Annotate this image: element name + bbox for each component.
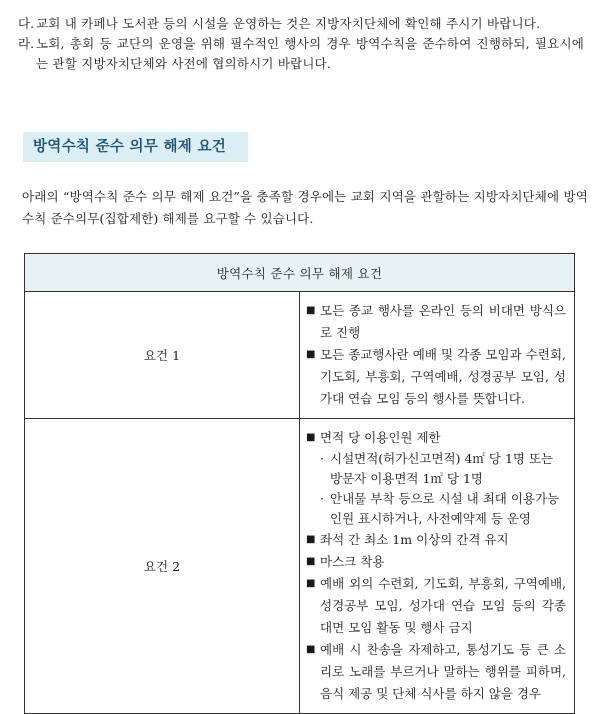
square-bullet-icon: ■ <box>306 305 316 316</box>
bullet-item <box>306 344 566 410</box>
bullet-item <box>306 551 566 573</box>
bullet-text: 모든 종교 행사를 온라인 등의 비대면 방식으로 진행 <box>320 303 566 340</box>
table-row <box>25 292 575 419</box>
bullet-text: 예배 시 찬송을 자제하고, 통성기도 등 큰 소리로 노래를 부르거나 말하는 행위를 피하며, 음식 제공 및 단체 식사를 하지 않을 경우 <box>320 642 566 701</box>
bullet-text: 좌석 간 최소 1m 이상의 간격 유지 <box>320 532 509 547</box>
intro-text: 교회 내 카페나 도서관 등의 시설을 운영하는 것은 지방자치단체에 확인해 주시기 바랍니다. <box>36 16 541 31</box>
square-bullet-icon: ■ <box>306 349 316 360</box>
sub-text: 안내물 부착 등으로 시설 내 최대 이용가능인원 표시하거나, 사전예약제 등 운영 <box>330 491 560 526</box>
dot-bullet-icon: · <box>320 491 324 506</box>
square-bullet-icon: ■ <box>306 432 316 443</box>
bullet-item <box>306 529 566 551</box>
intro-list <box>18 14 584 74</box>
table-row <box>25 419 575 714</box>
intro-mark: 다. <box>18 16 35 31</box>
sub-item <box>306 449 566 489</box>
bullet-item <box>306 300 566 344</box>
intro-text: 노회, 총회 등 교단의 운영을 위해 필수적인 행사의 경우 방역수칙을 준수하여 진행하되, 필요시에는 관할 지방자치단체와 사전에 협의하시기 바랍니다. <box>36 36 584 71</box>
square-bullet-icon: ■ <box>306 578 316 589</box>
row-body <box>300 419 575 714</box>
bullet-item <box>306 639 566 705</box>
bullet-text: 면적 당 이용인원 제한 <box>320 430 441 445</box>
square-bullet-icon: ■ <box>306 534 316 545</box>
intro-item-da <box>18 14 584 34</box>
section-heading: 방역수칙 준수 의무 해제 요건 <box>23 132 248 162</box>
row-label: 요건 2 <box>25 419 300 714</box>
intro-item-ra <box>18 34 584 74</box>
bullet-item <box>306 427 566 449</box>
sub-item <box>306 489 566 529</box>
intro-mark: 라. <box>18 36 35 51</box>
bullet-text: 마스크 착용 <box>320 554 385 569</box>
table-header: 방역수칙 준수 의무 해제 요건 <box>25 254 575 292</box>
row-body <box>300 292 575 419</box>
dot-bullet-icon: · <box>320 451 324 466</box>
section-paragraph: 아래의 “방역수칙 준수 의무 해제 요건”을 충족할 경우에는 교회 지역을 관할하는 지방자치단체에 방역수칙 준수의무(집합제한) 해제를 요구할 수 있습니다. <box>22 189 588 226</box>
square-bullet-icon: ■ <box>306 644 316 655</box>
square-bullet-icon: ■ <box>306 556 316 567</box>
row-label: 요건 1 <box>25 292 300 419</box>
bullet-item <box>306 573 566 639</box>
bullet-text: 예배 외의 수련회, 기도회, 부흥회, 구역예배, 성경공부 모임, 성가대 연습 모임 등의 각종 대면 모임 활동 및 행사 금지 <box>320 576 566 635</box>
requirements-table <box>24 253 575 714</box>
bullet-text: 모든 종교행사란 예배 및 각종 모임과 수련회, 기도회, 부흥회, 구역예배, 성경공부 모임, 성가대 연습 모임 등의 행사를 뜻합니다. <box>320 347 566 406</box>
sub-text: 시설면적(허가신고면적) 4㎡ 당 1명 또는 방문자 이용면적 1㎡ 당 1명 <box>330 451 554 486</box>
